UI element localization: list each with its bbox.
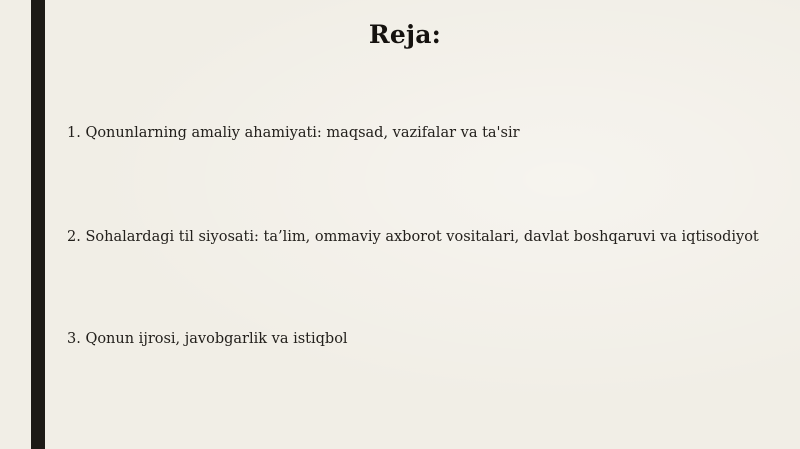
accent-bar — [31, 0, 45, 449]
slide-title: Reja: — [368, 20, 442, 49]
plan-item-1: 1. Qonunlarning amaliy ahamiyati: maqsad, vazifalar va ta'sir — [67, 125, 520, 141]
plan-item-3: 3. Qonun ijrosi, javobgarlik va istiqbol — [67, 331, 348, 347]
plan-item-2: 2. Sohalardagi til siyosati: ta’lim, ommaviy axborot vositalari, davlat boshqaruvi va iqtisodiyot — [67, 229, 759, 245]
